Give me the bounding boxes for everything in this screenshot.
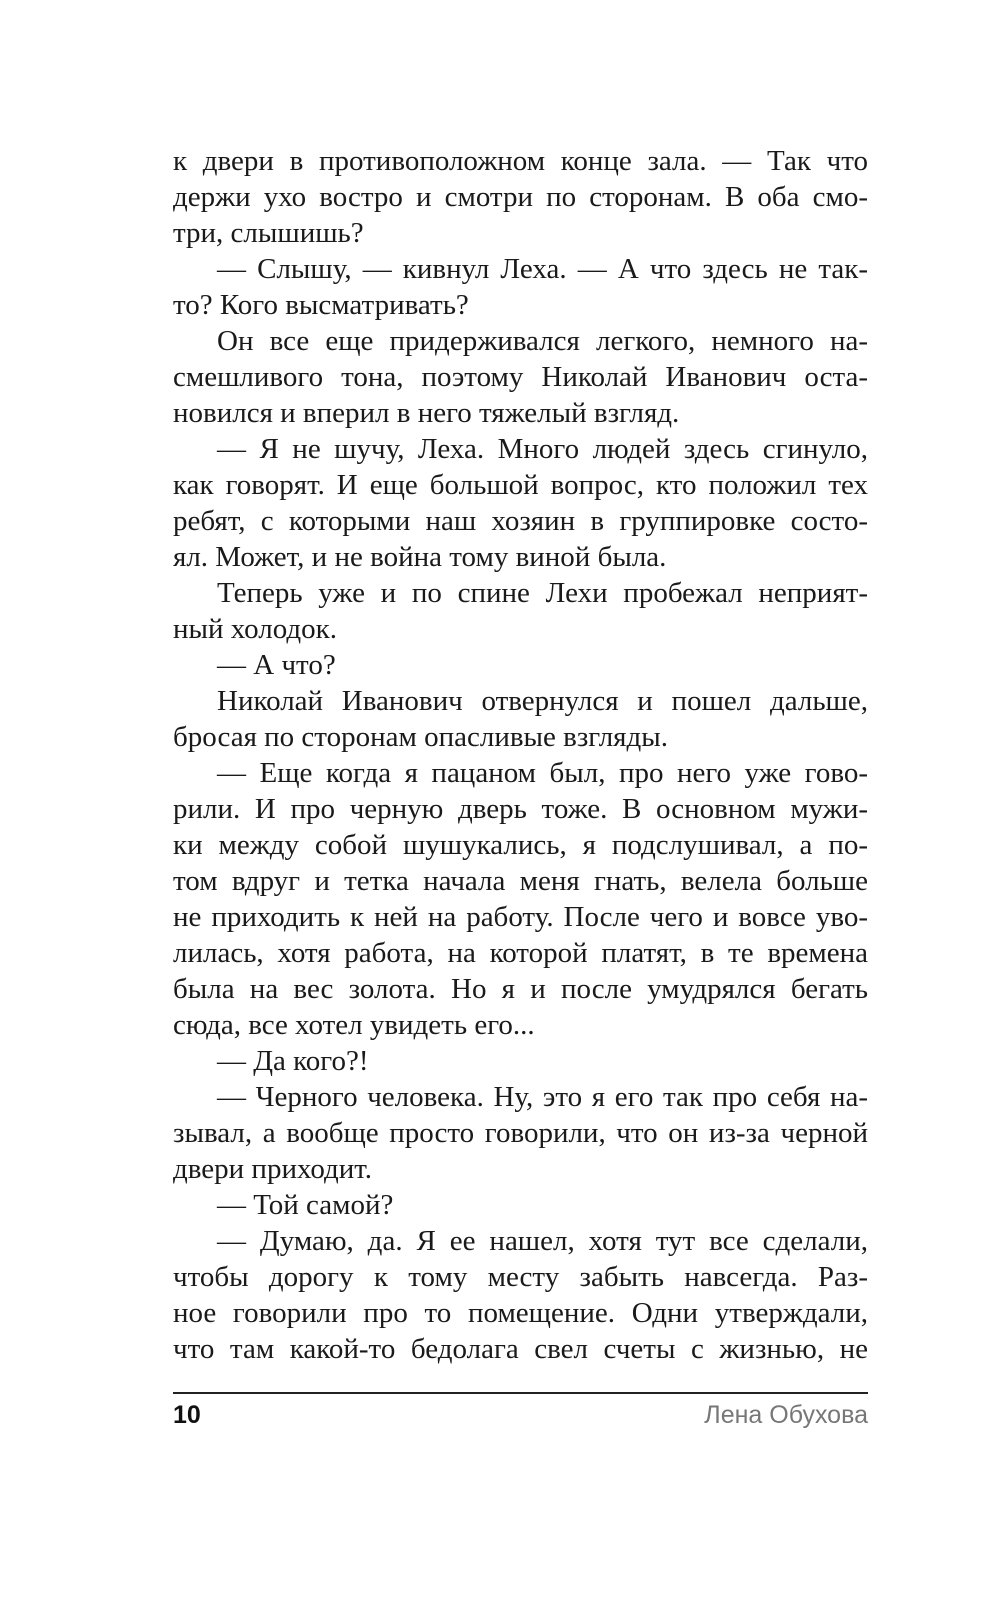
footer-divider (173, 1392, 868, 1394)
text-line: — Думаю, да. Я ее нашел, хотя тут все сделали, (217, 1225, 868, 1257)
text-line: — Слышу, — кивнул Леха. — А что здесь не так- (217, 253, 868, 285)
text-line: к двери в противоположном конце зала. — Так что (173, 145, 868, 177)
text-line: двери приходит. (173, 1153, 373, 1185)
text-line: сюда, все хотел увидеть его... (173, 1009, 535, 1041)
text-line: — Еще когда я пацаном был, про него уже гово- (217, 757, 868, 789)
text-line: ный холодок. (173, 613, 338, 645)
text-line: ное говорили про то помещение. Одни утверждали, (173, 1297, 868, 1329)
text-line: новился и вперил в него тяжелый взгляд. (173, 397, 680, 429)
text-line: — Черного человека. Ну, это я его так про себя на- (217, 1081, 868, 1113)
text-line: не приходить к ней на работу. После чего и вовсе уво- (173, 901, 868, 933)
text-line: — Да кого?! (217, 1045, 369, 1077)
text-line: Он все еще придерживался легкого, немного на- (217, 325, 868, 357)
text-line: что там какой-то бедолага свел счеты с жизнью, не (173, 1333, 868, 1365)
text-line: ки между собой шушукались, я подслушивал, а по- (173, 829, 868, 861)
text-line: — А что? (217, 649, 336, 681)
text-line: была на вес золота. Но я и после умудрялся бегать (173, 973, 868, 1005)
text-line: то? Кого высматривать? (173, 289, 469, 321)
text-line: три, слышишь? (173, 217, 364, 249)
text-line: том вдруг и тетка начала меня гнать, велела больше (173, 865, 868, 897)
text-line: держи ухо востро и смотри по сторонам. В оба смо- (173, 181, 868, 213)
text-line: Николай Иванович отвернулся и пошел дальше, (217, 685, 868, 717)
text-line: ял. Может, и не война тому виной была. (173, 541, 667, 573)
running-footer-author: Лена Обухова (704, 1401, 868, 1429)
text-line: — Той самой? (217, 1189, 394, 1221)
body-text (173, 143, 868, 1367)
text-line: Теперь уже и по спине Лехи пробежал неприят- (217, 577, 868, 609)
text-line: ребят, с которыми наш хозяин в группировке состо- (173, 505, 868, 537)
text-line: рили. И про черную дверь тоже. В основном мужи- (173, 793, 868, 825)
text-line: смешливого тона, поэтому Николай Иванович оста- (173, 361, 868, 393)
text-line: лилась, хотя работа, на которой платят, в те времена (173, 937, 868, 969)
page-number: 10 (173, 1401, 201, 1429)
text-line: — Я не шучу, Леха. Много людей здесь сгинуло, (217, 433, 868, 465)
text-line: бросая по сторонам опасливые взгляды. (173, 721, 669, 753)
text-line: чтобы дорогу к тому месту забыть навсегда. Раз- (173, 1261, 868, 1293)
text-line: зывал, а вообще просто говорили, что он из-за черной (173, 1117, 868, 1149)
text-line: как говорят. И еще большой вопрос, кто положил тех (173, 469, 868, 501)
